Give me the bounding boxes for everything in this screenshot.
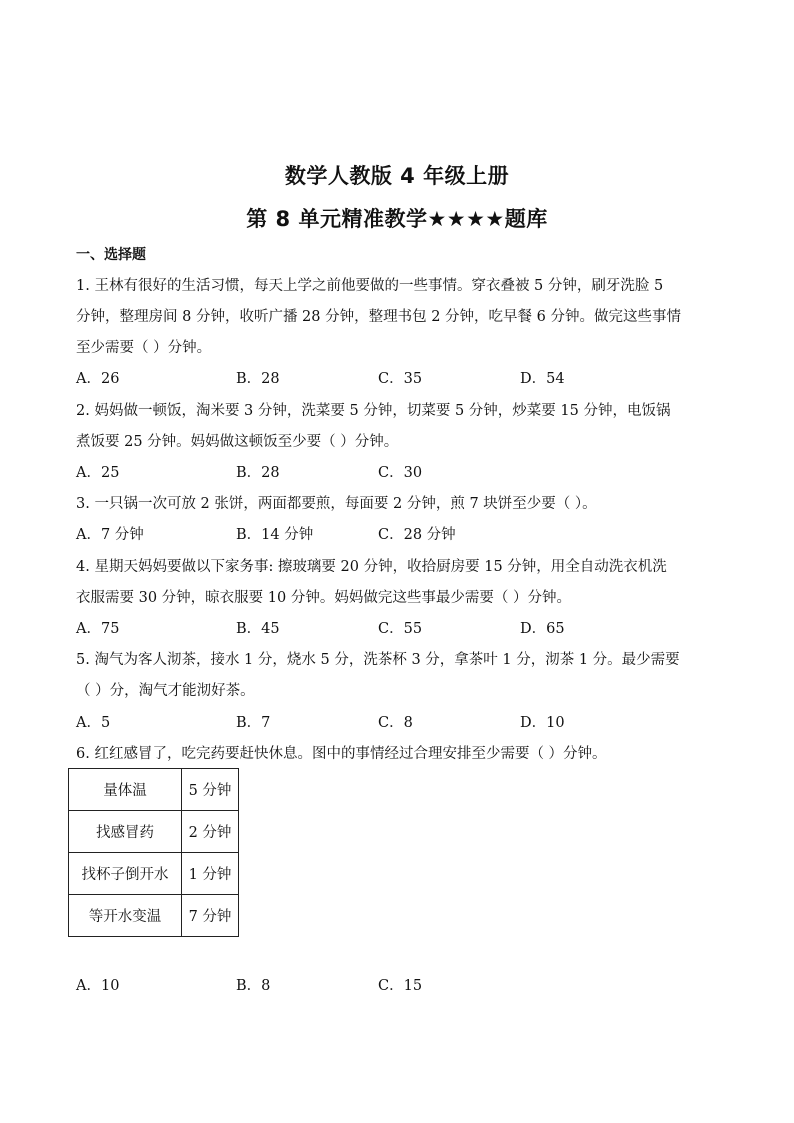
table-row <box>69 895 239 937</box>
question-5-option-b[interactable]: B．7 <box>236 715 271 731</box>
question-5-option-d[interactable]: D．10 <box>520 715 565 731</box>
question-6-option-a[interactable]: A．10 <box>76 978 120 994</box>
question-1-line-3: 至少需要（ ）分钟。 <box>76 340 212 356</box>
question-4-option-a[interactable]: A．75 <box>76 621 120 637</box>
question-5-option-a[interactable]: A．5 <box>76 715 111 731</box>
question-6-option-c[interactable]: C．15 <box>378 978 423 994</box>
table-cell-time: 1 分钟 <box>182 853 239 895</box>
question-1-option-d[interactable]: D．54 <box>520 371 565 387</box>
question-2-line-2: 煮饭要 25 分钟。妈妈做这顿饭至少要（ ）分钟。 <box>76 434 399 450</box>
table-cell-task: 找杯子倒开水 <box>69 853 182 895</box>
question-6-option-b[interactable]: B．8 <box>236 978 271 994</box>
question-3-option-c[interactable]: C．28 分钟 <box>378 527 456 543</box>
table-cell-task: 等开水变温 <box>69 895 182 937</box>
page-title: 数学人教版 4 年级上册 <box>284 164 510 188</box>
section-heading: 一、选择题 <box>76 247 146 263</box>
question-4-option-d[interactable]: D．65 <box>520 621 565 637</box>
table-row <box>69 853 239 895</box>
table-cell-task: 量体温 <box>69 769 182 811</box>
table-cell-time: 2 分钟 <box>182 811 239 853</box>
table-row <box>69 769 239 811</box>
question-4-option-c[interactable]: C．55 <box>378 621 423 637</box>
question-1-line-2: 分钟，整理房间 8 分钟，收听广播 28 分钟，整理书包 2 分钟，吃早餐 6 分钟。做完这些事情 <box>76 309 681 325</box>
question-4-option-b[interactable]: B．45 <box>236 621 280 637</box>
question-6-line-1: 6. 红红感冒了，吃完药要赶快休息。图中的事情经过合理安排至少需要（ ）分钟。 <box>76 746 607 762</box>
question-2-option-a[interactable]: A．25 <box>76 465 120 481</box>
question-3-option-b[interactable]: B．14 分钟 <box>236 527 314 543</box>
question-5-line-2: （ ）分，淘气才能沏好茶。 <box>76 683 255 699</box>
table-cell-task: 找感冒药 <box>69 811 182 853</box>
question-1-line-1: 1. 王林有很好的生活习惯，每天上学之前他要做的一些事情。穿衣叠被 5 分钟，刷牙洗脸 5 <box>76 278 664 294</box>
question-1-option-c[interactable]: C．35 <box>378 371 423 387</box>
question-5-option-c[interactable]: C．8 <box>378 715 413 731</box>
question-1-option-a[interactable]: A．26 <box>76 371 120 387</box>
question-4-line-2: 衣服需要 30 分钟，晾衣服要 10 分钟。妈妈做完这些事最少需要（ ）分钟。 <box>76 590 571 606</box>
question-2-option-c[interactable]: C．30 <box>378 465 423 481</box>
task-time-table <box>68 768 239 937</box>
table-row <box>69 811 239 853</box>
question-2-option-b[interactable]: B．28 <box>236 465 280 481</box>
table-cell-time: 7 分钟 <box>182 895 239 937</box>
question-2-line-1: 2. 妈妈做一顿饭，淘米要 3 分钟，洗菜要 5 分钟，切菜要 5 分钟，炒菜要 15 分钟，电饭锅 <box>76 403 671 419</box>
page-subtitle: 第 8 单元精准教学★★★★题库 <box>246 207 548 231</box>
question-1-option-b[interactable]: B．28 <box>236 371 280 387</box>
question-3-line-1: 3. 一只锅一次可放 2 张饼，两面都要煎，每面要 2 分钟，煎 7 块饼至少要（ ）。 <box>76 496 597 512</box>
question-5-line-1: 5. 淘气为客人沏茶，接水 1 分，烧水 5 分，洗茶杯 3 分，拿茶叶 1 分，沏茶 1 分。最少需要 <box>76 652 680 668</box>
table-cell-time: 5 分钟 <box>182 769 239 811</box>
question-4-line-1: 4. 星期天妈妈要做以下家务事: 擦玻璃要 20 分钟，收拾厨房要 15 分钟，用全自动洗衣机洗 <box>76 559 667 575</box>
question-3-option-a[interactable]: A．7 分钟 <box>76 527 144 543</box>
